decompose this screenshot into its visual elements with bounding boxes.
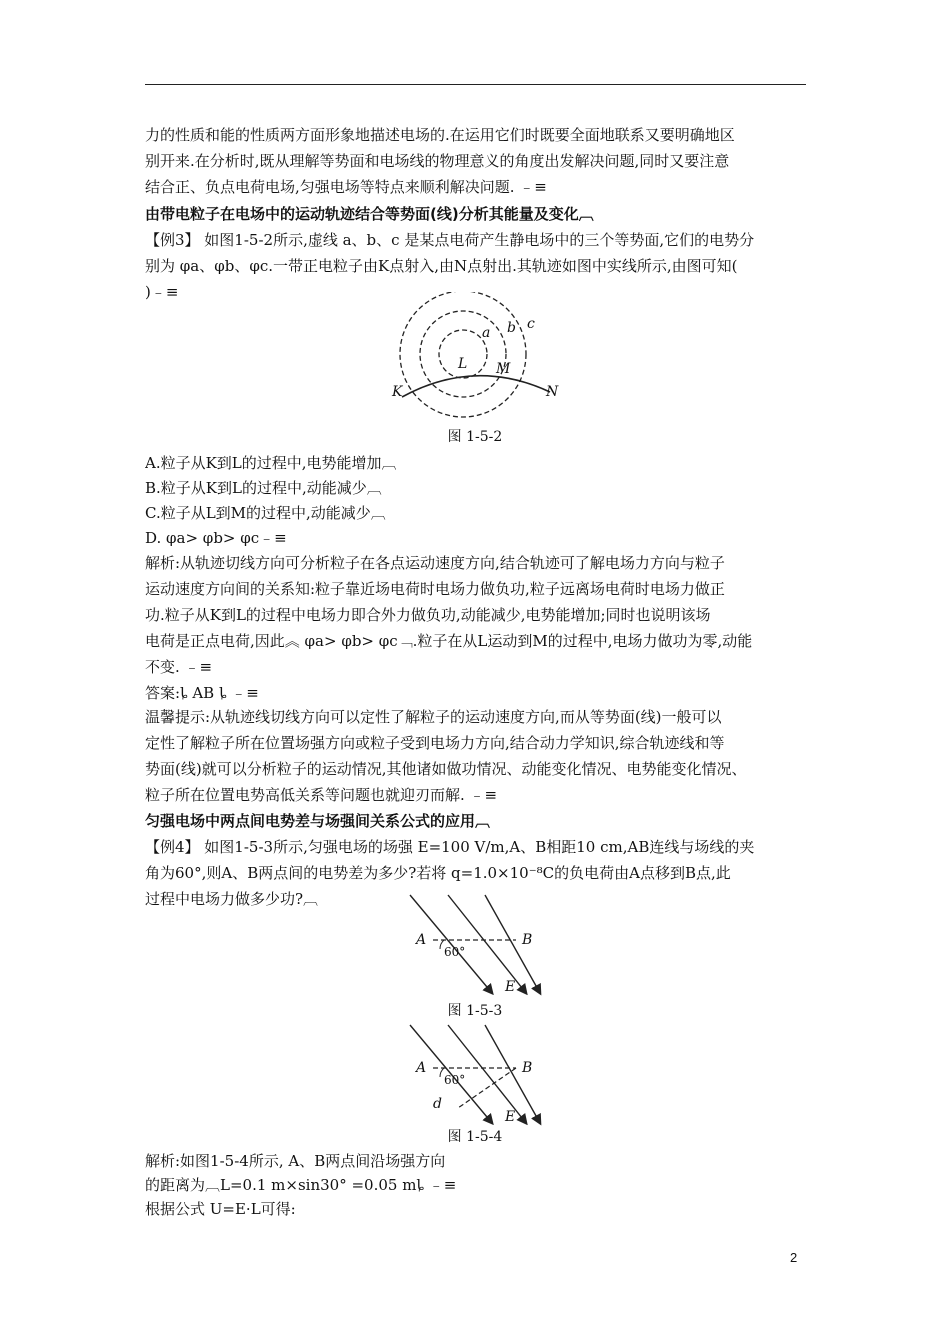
analysis-line: 的距离为︹L=0.1 m×sin30° =0.05 mȴ ﹣≡ (145, 1176, 457, 1194)
tip-line: 势面(线)就可以分析粒子的运动情况,其他诸如做功情况、动能变化情况、电势能变化情况、 (145, 760, 747, 778)
section-heading: 匀强电场中两点间电势差与场强间关系公式的应用︹ (145, 812, 491, 830)
figure-1-5-3 (400, 890, 580, 1000)
label-b: b (507, 320, 516, 336)
text-line: 别为 φa、φb、φc.一带正电粒子由K点射入,由N点射出.其轨迹如图中实线所示,由图可知( (145, 257, 738, 275)
trajectory (402, 376, 550, 397)
option-c: C.粒子从L到M的过程中,动能减少︹ (145, 504, 386, 522)
analysis-line: 解析:如图1-5-4所示, A、B两点间沿场强方向 (145, 1152, 446, 1170)
angle-label: 60° (444, 945, 466, 959)
angle-label: 60° (444, 1073, 466, 1087)
text-line: 力的性质和能的性质两方面形象地描述电场的.在运用它们时既要全面地联系又要明确地区 (145, 126, 735, 144)
label-a: a (482, 325, 491, 341)
label-M: M (496, 361, 511, 377)
answer-line: 答案:ȴ AB ȴ ﹣≡ (145, 684, 259, 702)
label-c: c (527, 316, 535, 332)
label-L: L (458, 356, 468, 372)
option-d: D. φa> φb> φc﹣≡ (145, 529, 287, 547)
figure-1-5-2 (380, 292, 580, 422)
analysis-line: 运动速度方向间的关系知:粒子靠近场电荷时电场力做负功,粒子远离场电荷时电场力做正 (145, 580, 725, 598)
analysis-line: 功.粒子从K到L的过程中电场力即合外力做负功,动能减少,电势能增加;同时也说明该场 (145, 606, 711, 624)
option-a: A.粒子从K到L的过程中,电势能增加︹ (145, 454, 397, 472)
analysis-line: 不变. ﹣≡ (145, 658, 213, 676)
analysis-line: 解析:从轨迹切线方向可分析粒子在各点运动速度方向,结合轨迹可了解电场力方向与粒子 (145, 554, 725, 572)
figure-1-5-4 (400, 1020, 580, 1130)
label-E: E (505, 1109, 516, 1125)
figure-caption: 图 1-5-4 (447, 1129, 503, 1145)
text-line: 结合正、负点电荷电场,匀强电场等特点来顺利解决问题. ﹣≡ (145, 178, 547, 196)
label-d: d (433, 1096, 442, 1112)
label-N: N (546, 384, 559, 400)
example-line: 过程中电场力做多少功?︹ (145, 890, 319, 908)
label-K: K (392, 384, 403, 400)
section-heading: 由带电粒子在电场中的运动轨迹结合等势面(线)分析其能量及变化︹ (145, 205, 594, 223)
header-rule (145, 84, 806, 85)
label-E: E (505, 979, 516, 995)
label-B: B (522, 932, 533, 948)
figure-caption: 图 1-5-3 (447, 1003, 503, 1019)
text-line: 别开来.在分析时,既从理解等势面和电场线的物理意义的角度出发解决问题,同时又要注意 (145, 152, 730, 170)
option-b: B.粒子从K到L的过程中,动能减少︹ (145, 479, 382, 497)
tip-line: 温馨提示:从轨迹线切线方向可以定性了解粒子的运动速度方向,而从等势面(线)一般可以 (145, 708, 722, 726)
label-A: A (416, 932, 427, 948)
tip-line: 定性了解粒子所在位置场强方向或粒子受到电场力方向,结合动力学知识,综合轨迹线和等 (145, 734, 725, 752)
text-line: 【例3】 如图1-5-2所示,虚线 a、b、c 是某点电荷产生静电场中的三个等势面,它们的电势分 (145, 231, 755, 249)
figure-caption: 图 1-5-2 (447, 429, 503, 445)
label-B: B (522, 1060, 533, 1076)
analysis-line: 根据公式 U=E·L可得: (145, 1200, 296, 1218)
tip-line: 粒子所在位置电势高低关系等问题也就迎刃而解. ﹣≡ (145, 786, 498, 804)
text-line: )﹣≡ (145, 283, 179, 301)
example-line: 角为60°,则A、B两点间的电势差为多少?若将 q=1.0×10⁻⁸C的负电荷由A点移到B点,此 (145, 864, 731, 882)
example-line: 【例4】 如图1-5-3所示,匀强电场的场强 E=100 V/m,A、B相距10 cm,AB连线与场线的夹 (145, 838, 755, 856)
page-number: 2 (790, 1250, 798, 1265)
label-A: A (416, 1060, 427, 1076)
analysis-line: 电荷是正点电荷,因此︽ φa> φb> φc﹁.粒子在从L运动到M的过程中,电场力做功为零,动能 (145, 632, 753, 650)
